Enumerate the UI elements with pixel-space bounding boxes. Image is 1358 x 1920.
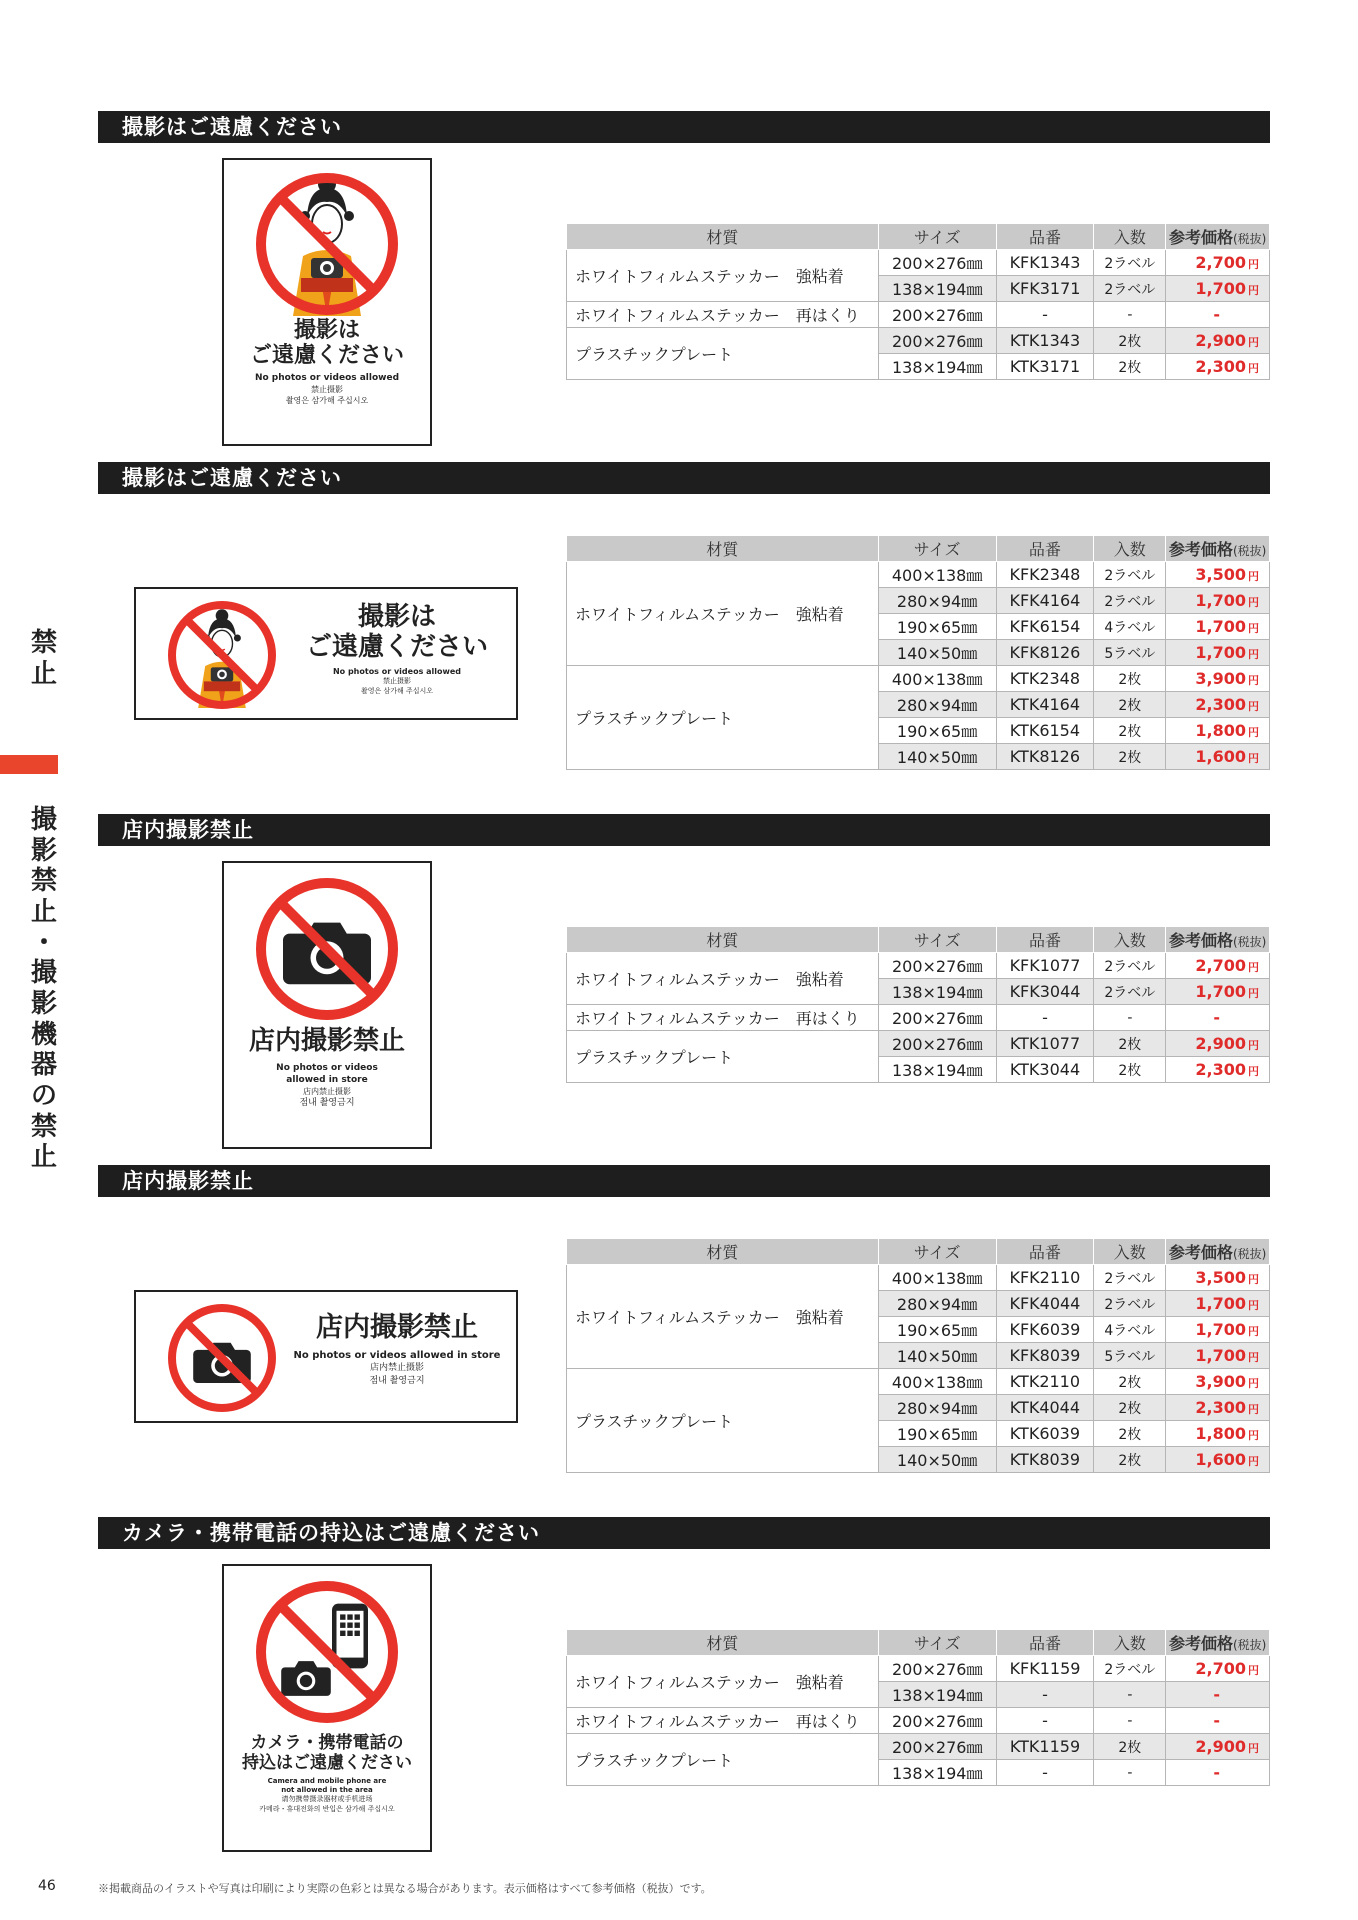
cell-size: 138×194㎜ xyxy=(878,1760,996,1786)
col-header-material: 材質 xyxy=(567,927,879,953)
cell-size: 138×194㎜ xyxy=(878,1682,996,1708)
cell-size: 400×138㎜ xyxy=(878,666,996,692)
cell-price: 1,800 円 xyxy=(1166,718,1270,744)
cell-price: 2,700 円 xyxy=(1166,250,1270,276)
cell-code: KTK6154 xyxy=(996,718,1094,744)
sign-preview xyxy=(134,587,518,720)
yen-unit: 円 xyxy=(1248,362,1259,375)
sign-text-jp-2: ご遠慮ください xyxy=(305,631,488,662)
section-title: カメラ・携帯電話の持込はご遠慮ください xyxy=(98,1517,1270,1549)
cell-qty: 2枚 xyxy=(1094,744,1166,770)
geisha-camera-prohibited-icon xyxy=(224,160,430,316)
col-header-code: 品番 xyxy=(996,1630,1094,1656)
price-note: (税抜) xyxy=(1232,232,1267,246)
section-title: 店内撮影禁止 xyxy=(98,814,1270,846)
table-header-row xyxy=(567,224,1270,250)
cell-size: 138×194㎜ xyxy=(878,1057,996,1083)
table-row xyxy=(567,562,1270,588)
spec-table xyxy=(566,1238,1270,1473)
cell-size: 400×138㎜ xyxy=(878,1265,996,1291)
col-header-price: 参考価格(税抜) xyxy=(1166,1239,1270,1265)
cell-price: 1,700 円 xyxy=(1166,1291,1270,1317)
cell-qty: 2ラベル xyxy=(1094,953,1166,979)
cell-qty: 2枚 xyxy=(1094,354,1166,380)
cell-size: 140×50㎜ xyxy=(878,640,996,666)
cell-qty: - xyxy=(1094,1682,1166,1708)
cell-material: ホワイトフィルムステッカー 強粘着 xyxy=(567,562,879,666)
col-header-size: サイズ xyxy=(878,927,996,953)
cell-code: KTK1077 xyxy=(996,1031,1094,1057)
sign-text-ko: 점내 촬영금지 xyxy=(369,1375,425,1386)
table-row xyxy=(567,1005,1270,1031)
sign-text-jp-1: カメラ・携帯電話の xyxy=(250,1733,404,1753)
yen-unit: 円 xyxy=(1248,726,1259,739)
table-row xyxy=(567,1708,1270,1734)
cell-qty: - xyxy=(1094,1708,1166,1734)
cell-qty: 4ラベル xyxy=(1094,1317,1166,1343)
cell-qty: 2枚 xyxy=(1094,1395,1166,1421)
yen-unit: 円 xyxy=(1248,622,1259,635)
cell-material: ホワイトフィルムステッカー 再はくり xyxy=(567,1708,879,1734)
cell-qty: 5ラベル xyxy=(1094,1343,1166,1369)
cell-size: 400×138㎜ xyxy=(878,562,996,588)
cell-price: 1,700 円 xyxy=(1166,588,1270,614)
cell-price: 2,300 円 xyxy=(1166,354,1270,380)
table-header-row xyxy=(567,927,1270,953)
cell-qty: 2ラベル xyxy=(1094,1265,1166,1291)
sign-text-en: No photos or videos allowed in store xyxy=(293,1350,501,1362)
table-row xyxy=(567,1031,1270,1057)
cell-qty: 2ラベル xyxy=(1094,276,1166,302)
cell-code: KFK1077 xyxy=(996,953,1094,979)
cell-size: 200×276㎜ xyxy=(878,302,996,328)
table-row xyxy=(567,250,1270,276)
cell-size: 190×65㎜ xyxy=(878,1421,996,1447)
yen-unit: 円 xyxy=(1248,596,1259,609)
col-header-material: 材質 xyxy=(567,1630,879,1656)
cell-size: 280×94㎜ xyxy=(878,588,996,614)
table-row xyxy=(567,1656,1270,1682)
yen-unit: 円 xyxy=(1248,1039,1259,1052)
cell-qty: 2ラベル xyxy=(1094,1656,1166,1682)
cell-material: プラスチックプレート xyxy=(567,1369,879,1473)
cell-price: 2,900 円 xyxy=(1166,1734,1270,1760)
yen-unit: 円 xyxy=(1248,987,1259,1000)
table-row xyxy=(567,666,1270,692)
table-header-row xyxy=(567,536,1270,562)
cell-price: - xyxy=(1166,1708,1270,1734)
cell-qty: - xyxy=(1094,1760,1166,1786)
cell-material: ホワイトフィルムステッカー 強粘着 xyxy=(567,953,879,1005)
col-header-size: サイズ xyxy=(878,1239,996,1265)
yen-unit: 円 xyxy=(1248,284,1259,297)
cell-price: - xyxy=(1166,1682,1270,1708)
yen-unit: 円 xyxy=(1248,1351,1259,1364)
cell-code: KFK8126 xyxy=(996,640,1094,666)
cell-price: 1,800 円 xyxy=(1166,1421,1270,1447)
cell-material: プラスチックプレート xyxy=(567,1031,879,1083)
cell-qty: 2枚 xyxy=(1094,1057,1166,1083)
sign-text-en: No photos or videos allowed in store xyxy=(276,1062,378,1085)
cell-price: 3,900 円 xyxy=(1166,666,1270,692)
cell-code: KFK2348 xyxy=(996,562,1094,588)
col-header-code: 品番 xyxy=(996,1239,1094,1265)
cell-code: KTK3171 xyxy=(996,354,1094,380)
cell-material: ホワイトフィルムステッカー 強粘着 xyxy=(567,1265,879,1369)
sign-text-jp: 店内撮影禁止 xyxy=(316,1312,478,1343)
cell-material: ホワイトフィルムステッカー 強粘着 xyxy=(567,250,879,302)
page-number: 46 xyxy=(38,1878,56,1894)
spec-table xyxy=(566,926,1270,1083)
sign-preview xyxy=(222,1564,432,1852)
cell-size: 200×276㎜ xyxy=(878,1656,996,1682)
cell-material: プラスチックプレート xyxy=(567,666,879,770)
col-header-material: 材質 xyxy=(567,536,879,562)
camera-prohibited-icon xyxy=(162,1298,282,1418)
cell-code: KFK6154 xyxy=(996,614,1094,640)
cell-size: 138×194㎜ xyxy=(878,979,996,1005)
sign-text-jp-1: 撮影は xyxy=(293,318,360,343)
cell-qty: 2枚 xyxy=(1094,1734,1166,1760)
sign-text-en: Camera and mobile phone are not allowed in the area xyxy=(267,1777,387,1795)
cell-price: 2,300 円 xyxy=(1166,1057,1270,1083)
sign-text-ko: 점내 촬영금지 xyxy=(299,1098,355,1109)
cell-size: 138×194㎜ xyxy=(878,276,996,302)
yen-unit: 円 xyxy=(1248,1664,1259,1677)
cell-qty: 4ラベル xyxy=(1094,614,1166,640)
yen-unit: 円 xyxy=(1248,961,1259,974)
cell-price: 2,900 円 xyxy=(1166,328,1270,354)
col-header-code: 品番 xyxy=(996,927,1094,953)
cell-material: プラスチックプレート xyxy=(567,328,879,380)
cell-code: - xyxy=(996,1682,1094,1708)
cell-size: 140×50㎜ xyxy=(878,744,996,770)
col-header-price: 参考価格(税抜) xyxy=(1166,536,1270,562)
cell-price: 2,700 円 xyxy=(1166,1656,1270,1682)
section-title: 店内撮影禁止 xyxy=(98,1165,1270,1197)
col-header-material: 材質 xyxy=(567,1239,879,1265)
geisha-camera-prohibited-icon xyxy=(162,595,282,715)
camera-phone-prohibited-icon xyxy=(224,1566,430,1730)
cell-price: 3,900 円 xyxy=(1166,1369,1270,1395)
cell-qty: 2枚 xyxy=(1094,328,1166,354)
cell-qty: 2枚 xyxy=(1094,1369,1166,1395)
cell-material: ホワイトフィルムステッカー 強粘着 xyxy=(567,1656,879,1708)
yen-unit: 円 xyxy=(1248,1065,1259,1078)
sign-text-cn: 店内禁止摄影 xyxy=(369,1363,424,1374)
section-title: 撮影はご遠慮ください xyxy=(98,111,1270,143)
table-header-row xyxy=(567,1239,1270,1265)
col-header-qty: 入数 xyxy=(1094,1239,1166,1265)
cell-qty: 2ラベル xyxy=(1094,979,1166,1005)
yen-unit: 円 xyxy=(1248,1403,1259,1416)
cell-qty: 2ラベル xyxy=(1094,562,1166,588)
cell-qty: - xyxy=(1094,1005,1166,1031)
cell-code: KTK1159 xyxy=(996,1734,1094,1760)
cell-code: KFK8039 xyxy=(996,1343,1094,1369)
table-row xyxy=(567,328,1270,354)
section-title: 撮影はご遠慮ください xyxy=(98,462,1270,494)
yen-unit: 円 xyxy=(1248,1377,1259,1390)
cell-size: 280×94㎜ xyxy=(878,1291,996,1317)
cell-size: 280×94㎜ xyxy=(878,1395,996,1421)
col-header-qty: 入数 xyxy=(1094,224,1166,250)
cell-code: KTK2110 xyxy=(996,1369,1094,1395)
cell-code: KTK8126 xyxy=(996,744,1094,770)
col-header-qty: 入数 xyxy=(1094,536,1166,562)
cell-size: 140×50㎜ xyxy=(878,1447,996,1473)
col-header-qty: 入数 xyxy=(1094,1630,1166,1656)
cell-qty: 2枚 xyxy=(1094,1421,1166,1447)
sign-text-en: No photos or videos allowed xyxy=(332,666,462,676)
cell-price: 1,700 円 xyxy=(1166,640,1270,666)
cell-code: KFK1159 xyxy=(996,1656,1094,1682)
footnote: ※掲載商品のイラストや写真は印刷により実際の色彩とは異なる場合があります。表示価格はすべて参考価格（税抜）です。 xyxy=(98,1882,712,1895)
yen-unit: 円 xyxy=(1248,570,1259,583)
cell-size: 200×276㎜ xyxy=(878,1005,996,1031)
cell-price: 1,600 円 xyxy=(1166,744,1270,770)
camera-prohibited-icon xyxy=(224,863,430,1023)
cell-qty: 2ラベル xyxy=(1094,250,1166,276)
side-accent-mark xyxy=(0,755,58,774)
spec-table xyxy=(566,535,1270,770)
cell-qty: 2枚 xyxy=(1094,666,1166,692)
cell-size: 190×65㎜ xyxy=(878,614,996,640)
cell-code: KTK3044 xyxy=(996,1057,1094,1083)
yen-unit: 円 xyxy=(1248,1299,1259,1312)
col-header-code: 品番 xyxy=(996,536,1094,562)
cell-code: KFK1343 xyxy=(996,250,1094,276)
cell-qty: 2枚 xyxy=(1094,1031,1166,1057)
col-header-size: サイズ xyxy=(878,224,996,250)
cell-code: KTK8039 xyxy=(996,1447,1094,1473)
cell-code: KTK2348 xyxy=(996,666,1094,692)
cell-code: KTK1343 xyxy=(996,328,1094,354)
cell-size: 190×65㎜ xyxy=(878,1317,996,1343)
price-note: (税抜) xyxy=(1232,935,1267,949)
sign-text-ko: 촬영은 삼가해 주십시오 xyxy=(285,396,369,406)
cell-size: 200×276㎜ xyxy=(878,328,996,354)
side-label-bottom: 撮 影 禁 止 ・ 撮 影 機 器 の 禁 止 xyxy=(30,805,57,1173)
sign-text-jp-1: 撮影は xyxy=(357,602,436,632)
col-header-material: 材質 xyxy=(567,224,879,250)
sign-text-ko: 카메라・휴대전화의 반입은 삼가해 주십시오 xyxy=(259,1805,395,1814)
spec-table xyxy=(566,223,1270,380)
spec-table xyxy=(566,1629,1270,1786)
yen-unit: 円 xyxy=(1248,258,1259,271)
cell-price: 1,600 円 xyxy=(1166,1447,1270,1473)
cell-price: 3,500 円 xyxy=(1166,562,1270,588)
table-header-row xyxy=(567,1630,1270,1656)
table-row xyxy=(567,1369,1270,1395)
cell-size: 400×138㎜ xyxy=(878,1369,996,1395)
price-note: (税抜) xyxy=(1232,544,1267,558)
sign-text-cn: 禁止摄影 xyxy=(383,677,411,686)
col-header-code: 品番 xyxy=(996,224,1094,250)
cell-code: KTK6039 xyxy=(996,1421,1094,1447)
table-row xyxy=(567,1734,1270,1760)
sign-preview xyxy=(222,861,432,1149)
yen-unit: 円 xyxy=(1248,1429,1259,1442)
yen-unit: 円 xyxy=(1248,674,1259,687)
side-label-top: 禁 止 xyxy=(30,628,57,689)
col-header-price: 参考価格(税抜) xyxy=(1166,927,1270,953)
cell-qty: - xyxy=(1094,302,1166,328)
cell-price: - xyxy=(1166,1760,1270,1786)
sign-text-jp: 店内撮影禁止 xyxy=(248,1026,405,1056)
cell-qty: 2枚 xyxy=(1094,718,1166,744)
cell-code: - xyxy=(996,1708,1094,1734)
yen-unit: 円 xyxy=(1248,1455,1259,1468)
cell-qty: 2枚 xyxy=(1094,692,1166,718)
cell-price: 1,700 円 xyxy=(1166,1343,1270,1369)
cell-price: 2,900 円 xyxy=(1166,1031,1270,1057)
col-header-size: サイズ xyxy=(878,536,996,562)
cell-price: 1,700 円 xyxy=(1166,1317,1270,1343)
cell-code: KFK2110 xyxy=(996,1265,1094,1291)
cell-qty: 2ラベル xyxy=(1094,1291,1166,1317)
price-note: (税抜) xyxy=(1232,1247,1267,1261)
cell-price: 3,500 円 xyxy=(1166,1265,1270,1291)
cell-size: 200×276㎜ xyxy=(878,1708,996,1734)
cell-size: 200×276㎜ xyxy=(878,1734,996,1760)
cell-price: 2,300 円 xyxy=(1166,1395,1270,1421)
yen-unit: 円 xyxy=(1248,1325,1259,1338)
sign-preview xyxy=(222,158,432,446)
cell-code: KFK6039 xyxy=(996,1317,1094,1343)
cell-size: 140×50㎜ xyxy=(878,1343,996,1369)
sign-text-cn: 店内禁止摄影 xyxy=(303,1087,351,1097)
col-header-price: 参考価格(税抜) xyxy=(1166,1630,1270,1656)
cell-price: 1,700 円 xyxy=(1166,276,1270,302)
yen-unit: 円 xyxy=(1248,752,1259,765)
cell-price: 1,700 円 xyxy=(1166,979,1270,1005)
sign-text-ko: 촬영은 삼가해 주십시오 xyxy=(360,686,434,695)
cell-material: プラスチックプレート xyxy=(567,1734,879,1786)
col-header-qty: 入数 xyxy=(1094,927,1166,953)
table-row xyxy=(567,302,1270,328)
cell-qty: 2ラベル xyxy=(1094,588,1166,614)
cell-size: 138×194㎜ xyxy=(878,354,996,380)
yen-unit: 円 xyxy=(1248,700,1259,713)
cell-material: ホワイトフィルムステッカー 再はくり xyxy=(567,1005,879,1031)
cell-size: 200×276㎜ xyxy=(878,250,996,276)
cell-size: 200×276㎜ xyxy=(878,1031,996,1057)
cell-code: KFK4164 xyxy=(996,588,1094,614)
cell-price: 2,700 円 xyxy=(1166,953,1270,979)
cell-code: KTK4044 xyxy=(996,1395,1094,1421)
cell-price: 2,300 円 xyxy=(1166,692,1270,718)
cell-material: ホワイトフィルムステッカー 再はくり xyxy=(567,302,879,328)
yen-unit: 円 xyxy=(1248,1742,1259,1755)
col-header-price: 参考価格(税抜) xyxy=(1166,224,1270,250)
cell-code: KFK4044 xyxy=(996,1291,1094,1317)
yen-unit: 円 xyxy=(1248,1273,1259,1286)
cell-code: - xyxy=(996,1005,1094,1031)
cell-price: - xyxy=(1166,1005,1270,1031)
cell-price: - xyxy=(1166,302,1270,328)
sign-text-cn: 请勿携带摄录器材或手机进场 xyxy=(281,1795,373,1804)
cell-size: 200×276㎜ xyxy=(878,953,996,979)
sign-text-cn: 禁止摄影 xyxy=(311,385,343,395)
cell-code: - xyxy=(996,1760,1094,1786)
cell-qty: 2枚 xyxy=(1094,1447,1166,1473)
col-header-size: サイズ xyxy=(878,1630,996,1656)
cell-code: - xyxy=(996,302,1094,328)
cell-code: KFK3171 xyxy=(996,276,1094,302)
cell-price: 1,700 円 xyxy=(1166,614,1270,640)
sign-text-jp-2: ご遠慮ください xyxy=(249,343,404,369)
cell-code: KFK3044 xyxy=(996,979,1094,1005)
yen-unit: 円 xyxy=(1248,336,1259,349)
sign-text-en: No photos or videos allowed xyxy=(254,372,400,383)
table-row xyxy=(567,953,1270,979)
price-note: (税抜) xyxy=(1232,1638,1267,1652)
cell-qty: 5ラベル xyxy=(1094,640,1166,666)
cell-code: KTK4164 xyxy=(996,692,1094,718)
cell-size: 190×65㎜ xyxy=(878,718,996,744)
yen-unit: 円 xyxy=(1248,648,1259,661)
table-row xyxy=(567,1265,1270,1291)
sign-preview xyxy=(134,1290,518,1423)
cell-size: 280×94㎜ xyxy=(878,692,996,718)
sign-text-jp-2: 持込はご遠慮ください xyxy=(242,1752,412,1773)
